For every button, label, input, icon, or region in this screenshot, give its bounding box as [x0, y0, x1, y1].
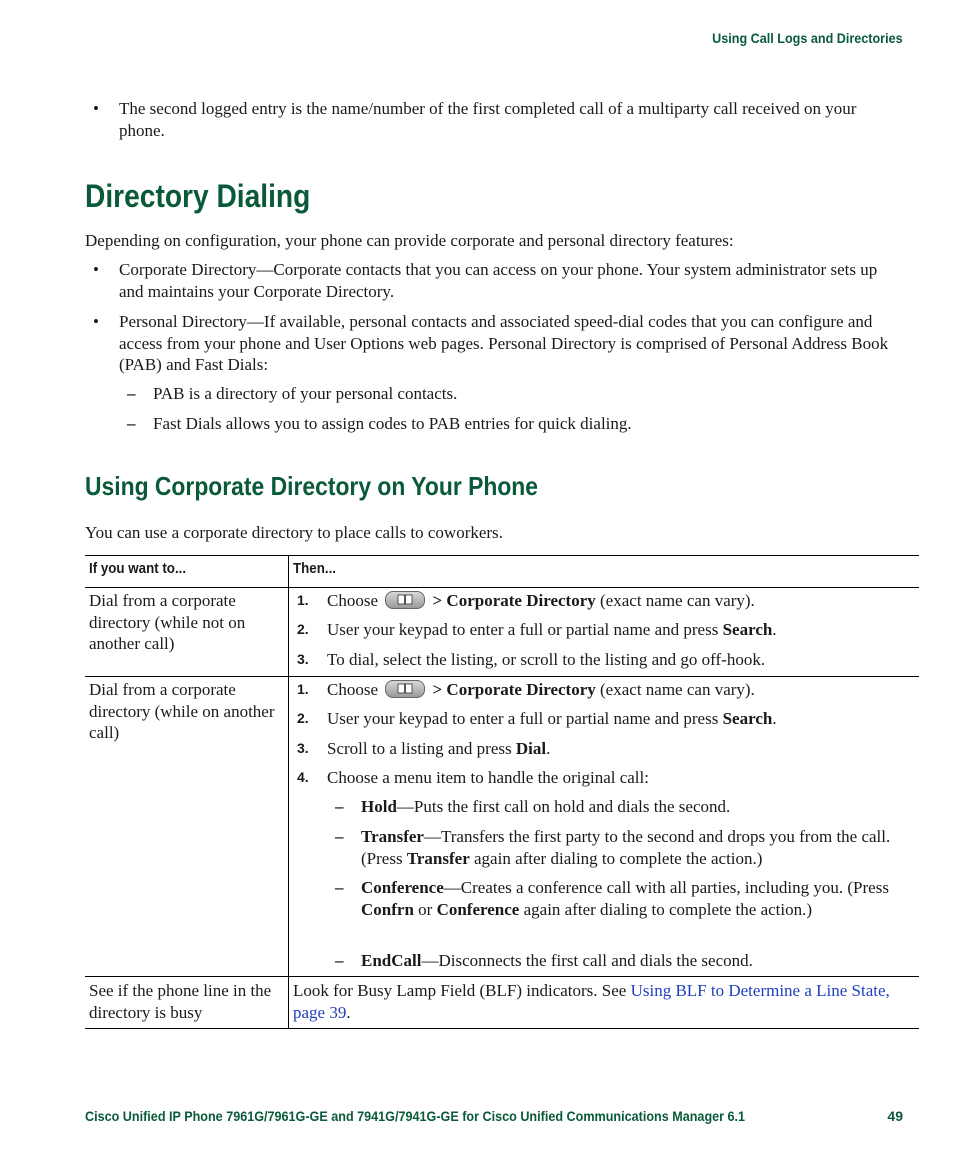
- step-text: .: [772, 620, 777, 639]
- table-row-task: See if the phone line in the directory is busy: [89, 981, 272, 1022]
- softkey-label: EndCall: [361, 951, 422, 970]
- bullet-icon: •: [93, 99, 99, 118]
- bullet-text: The second logged entry is the name/number of the first completed call of a multiparty call received on your phone.: [119, 99, 857, 140]
- table-rule: [85, 976, 919, 977]
- table-row-task: Dial from a corporate directory (while on another call): [89, 680, 275, 742]
- option-text: again after dialing to complete the action.): [519, 899, 813, 919]
- sub-bullet-text: PAB is a directory of your personal contacts.: [153, 384, 458, 403]
- dash-icon: –: [127, 414, 136, 433]
- dash-icon: –: [335, 797, 344, 816]
- sub-bullet-text: Fast Dials allows you to assign codes to PAB entries for quick dialing.: [153, 414, 632, 433]
- softkey-label: Transfer: [406, 848, 470, 868]
- dash-icon: –: [335, 951, 344, 970]
- softkey-label: Conference: [361, 878, 444, 897]
- running-header: Using Call Logs and Directories: [712, 30, 903, 46]
- directories-button-icon: [385, 680, 425, 698]
- table-rule: [85, 587, 919, 588]
- bullet-text: Corporate Directory—Corporate contacts that you can access on your phone. Your system administrator sets up and maintains your Corporate Directory.: [119, 260, 878, 301]
- bullet-icon: •: [93, 260, 99, 279]
- option-text: —Disconnects the first call and dials the second.: [421, 951, 753, 970]
- table-rule: [85, 555, 919, 556]
- directories-button-icon: [385, 591, 425, 609]
- blf-cross-reference-link[interactable]: Using BLF to Determine a Line State, page 39: [293, 981, 890, 1022]
- bullet-icon: •: [93, 312, 99, 331]
- dash-icon: –: [127, 384, 136, 403]
- subsection-intro: You can use a corporate directory to place calls to coworkers.: [85, 523, 503, 542]
- softkey-label: Conference: [436, 899, 520, 919]
- step-number: 4.: [297, 769, 309, 785]
- softkey-label: Search: [722, 709, 773, 728]
- step-text: Choose a menu item to handle the original call:: [327, 768, 649, 787]
- step-number: 2.: [297, 710, 309, 726]
- softkey-label: Search: [722, 620, 773, 639]
- table-column-rule: [288, 555, 289, 1028]
- step-number: 3.: [297, 651, 309, 667]
- page-number: 49: [887, 1108, 903, 1124]
- table-row-task: Dial from a corporate directory (while not on another call): [89, 591, 246, 653]
- option-text: —Transfers the first party to the second and drops you from the call. (Press: [361, 827, 891, 868]
- table-rule: [85, 1028, 919, 1029]
- step-number: 1.: [297, 681, 309, 697]
- section-title: Directory Dialing: [85, 178, 311, 214]
- option-text: —Puts the first call on hold and dials the second.: [396, 797, 731, 816]
- step-text: .: [546, 739, 551, 758]
- step-text: .: [772, 709, 777, 728]
- dash-icon: –: [335, 827, 344, 846]
- step-text: Scroll to a listing and press: [327, 739, 516, 758]
- option-text: —Creates a conference call with all parties, including you. (Press: [443, 878, 889, 897]
- softkey-label: Hold: [361, 797, 397, 816]
- step-text: User your keypad to enter a full or partial name and press: [327, 620, 723, 639]
- table-header-then: Then...: [293, 561, 336, 577]
- menu-path: > Corporate Directory: [432, 680, 596, 699]
- softkey-label: Confrn: [361, 899, 414, 919]
- step-text: Choose: [327, 680, 378, 699]
- section-intro: Depending on configuration, your phone can provide corporate and personal directory features:: [85, 231, 734, 250]
- step-text: Choose: [327, 591, 378, 610]
- step-text: (exact name can vary).: [595, 591, 755, 610]
- option-text: again after dialing to complete the action.): [469, 848, 763, 868]
- table-header-task: If you want to...: [89, 561, 187, 577]
- step-number: 2.: [297, 621, 309, 637]
- option-text: or: [413, 899, 437, 919]
- softkey-label: Dial: [515, 739, 547, 758]
- subsection-title: Using Corporate Directory on Your Phone: [85, 471, 539, 501]
- step-number: 3.: [297, 740, 309, 756]
- menu-path: > Corporate Directory: [432, 591, 596, 610]
- step-number: 1.: [297, 592, 309, 608]
- bullet-text: Personal Directory—If available, personal contacts and associated speed-dial codes that you can configure and access from your phone and User Options web pages. Personal Directory is comprised of Personal Address Book (PAB) and Fast Dials:: [119, 312, 889, 374]
- cell-text: Look for Busy Lamp Field (BLF) indicators. See: [293, 981, 631, 1000]
- table-rule: [85, 676, 919, 677]
- footer-title: Cisco Unified IP Phone 7961G/7961G-GE and 7941G/7941G-GE for Cisco Unified Communications Manager 6.1: [85, 1108, 746, 1124]
- softkey-label: Transfer: [361, 827, 424, 846]
- dash-icon: –: [335, 878, 344, 897]
- step-text: (exact name can vary).: [595, 680, 755, 699]
- cell-text: .: [346, 1002, 351, 1022]
- step-text: To dial, select the listing, or scroll to the listing and go off-hook.: [327, 650, 766, 669]
- step-text: User your keypad to enter a full or partial name and press: [327, 709, 723, 728]
